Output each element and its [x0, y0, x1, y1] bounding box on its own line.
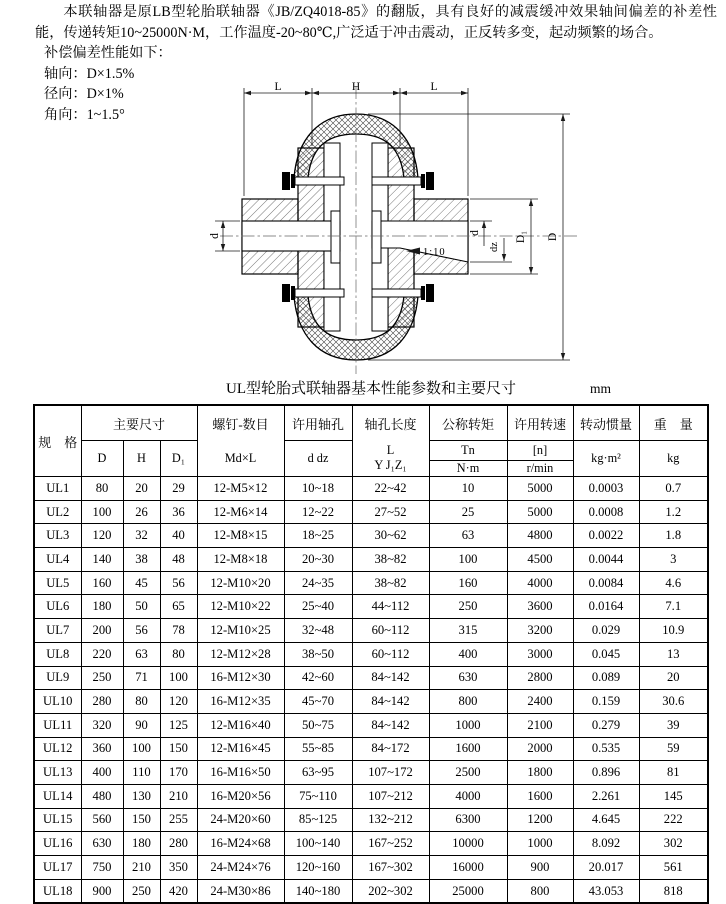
- cell: 250: [429, 595, 507, 619]
- cell: 12-M16×40: [197, 713, 284, 737]
- cell: 2800: [507, 666, 573, 690]
- cell: 36: [160, 500, 197, 524]
- header-col-D1: D₁: [160, 441, 197, 477]
- cell: 56: [123, 619, 160, 643]
- cell: 250: [81, 666, 123, 690]
- cell: 0.159: [573, 690, 639, 714]
- cell: 44~112: [352, 595, 429, 619]
- cell: UL17: [34, 856, 81, 880]
- cell: 12-M8×15: [197, 524, 284, 548]
- cell: 2500: [429, 761, 507, 785]
- table-row: [34, 713, 708, 737]
- cell: 900: [507, 856, 573, 880]
- header-inertia: 转动惯量: [573, 405, 639, 441]
- cell: 0.0003: [573, 477, 639, 501]
- cell: 26: [123, 500, 160, 524]
- cell: UL14: [34, 784, 81, 808]
- cell: 43.053: [573, 879, 639, 903]
- cell: 20: [123, 477, 160, 501]
- cell: 280: [81, 690, 123, 714]
- cell: 16000: [429, 856, 507, 880]
- cell: 45: [123, 571, 160, 595]
- table-row: [34, 808, 708, 832]
- cell: 107~172: [352, 761, 429, 785]
- cell: 80: [123, 690, 160, 714]
- header-torque-symbol: Tn: [429, 441, 507, 461]
- table-row: [34, 832, 708, 856]
- cell: UL5: [34, 571, 81, 595]
- cell: 800: [429, 690, 507, 714]
- cell: UL16: [34, 832, 81, 856]
- cell: 130: [123, 784, 160, 808]
- cell: 25000: [429, 879, 507, 903]
- table-row: [34, 784, 708, 808]
- cell: 1000: [507, 832, 573, 856]
- table-title: UL型轮胎式联轴器基本性能参数和主要尺寸: [226, 381, 516, 397]
- spec-table-section: [33, 378, 709, 904]
- cell: 29: [160, 477, 197, 501]
- table-row: [34, 500, 708, 524]
- dim-H: H: [351, 81, 361, 93]
- cell: 5000: [507, 500, 573, 524]
- cell: UL12: [34, 737, 81, 761]
- cell: 0.279: [573, 713, 639, 737]
- bore-length-codes: Y J₁Z₁: [374, 458, 407, 473]
- cell: 1800: [507, 761, 573, 785]
- header-speed-unit: r/min: [507, 461, 573, 477]
- header-weight-unit: kg: [639, 441, 708, 477]
- cell: 60~112: [352, 619, 429, 643]
- cell: 16-M20×56: [197, 784, 284, 808]
- cell: 180: [123, 832, 160, 856]
- cell: 7.1: [639, 595, 708, 619]
- dim-d-left: d: [209, 233, 221, 239]
- cell: 170: [160, 761, 197, 785]
- cell: UL2: [34, 500, 81, 524]
- cell: 750: [81, 856, 123, 880]
- cell: 180: [81, 595, 123, 619]
- dim-L-left: L: [274, 81, 282, 93]
- table-unit: mm: [590, 381, 612, 396]
- axial-line: 轴向：D×1.5%: [44, 65, 135, 82]
- cell: 360: [81, 737, 123, 761]
- cell: 5000: [507, 477, 573, 501]
- cell: UL7: [34, 619, 81, 643]
- cell: 10: [429, 477, 507, 501]
- header-screws: 螺钉-数目: [197, 405, 284, 441]
- cell: 160: [429, 571, 507, 595]
- cell: 150: [160, 737, 197, 761]
- cell: 3600: [507, 595, 573, 619]
- cell: 10000: [429, 832, 507, 856]
- cell: 630: [429, 666, 507, 690]
- cell: 55~85: [284, 737, 352, 761]
- cell: 12-M10×20: [197, 571, 284, 595]
- cell: 280: [160, 832, 197, 856]
- cell: 4.6: [639, 571, 708, 595]
- cell: 60~112: [352, 642, 429, 666]
- cell: 0.0008: [573, 500, 639, 524]
- header-inertia-unit: kg·m²: [573, 441, 639, 477]
- header-col-H: H: [123, 441, 160, 477]
- coupling-drawing: [165, 80, 610, 380]
- cell: 1600: [507, 784, 573, 808]
- cell: 210: [123, 856, 160, 880]
- cell: 16-M12×35: [197, 690, 284, 714]
- bore-length-symbol: L: [386, 443, 395, 458]
- cell: 12-M12×28: [197, 642, 284, 666]
- cell: 45~70: [284, 690, 352, 714]
- cell: 65: [160, 595, 197, 619]
- cell: 120~160: [284, 856, 352, 880]
- cell: 3000: [507, 642, 573, 666]
- cell: 3: [639, 548, 708, 572]
- radial-line: 径向：D×1%: [44, 86, 124, 102]
- cell: 12-M16×45: [197, 737, 284, 761]
- cell: 30~62: [352, 524, 429, 548]
- cell: 3200: [507, 619, 573, 643]
- cell: 250: [123, 879, 160, 903]
- cell: 167~252: [352, 832, 429, 856]
- cell: 12-M10×22: [197, 595, 284, 619]
- header-main-dims: 主要尺寸: [81, 405, 197, 441]
- cell: 100: [81, 500, 123, 524]
- cell: 255: [160, 808, 197, 832]
- cell: 1.8: [639, 524, 708, 548]
- cell: 0.089: [573, 666, 639, 690]
- table-body: [34, 477, 708, 904]
- cell: 48: [160, 548, 197, 572]
- cell: UL4: [34, 548, 81, 572]
- cell: 20: [639, 666, 708, 690]
- cell: 16-M16×50: [197, 761, 284, 785]
- cell: 400: [429, 642, 507, 666]
- cell: 167~302: [352, 856, 429, 880]
- header-bore-length-sub: [352, 441, 429, 477]
- cell: 561: [639, 856, 708, 880]
- table-row: [34, 666, 708, 690]
- cell: 75~110: [284, 784, 352, 808]
- cell: 818: [639, 879, 708, 903]
- cell: 24~35: [284, 571, 352, 595]
- cell: 12~22: [284, 500, 352, 524]
- cell: 107~212: [352, 784, 429, 808]
- cell: 84~142: [352, 666, 429, 690]
- cell: 22~42: [352, 477, 429, 501]
- cell: 100: [160, 666, 197, 690]
- cell: 140~180: [284, 879, 352, 903]
- cell: 1600: [429, 737, 507, 761]
- cell: UL9: [34, 666, 81, 690]
- cell: 6300: [429, 808, 507, 832]
- cell: 302: [639, 832, 708, 856]
- table-header: [34, 405, 708, 477]
- cell: UL13: [34, 761, 81, 785]
- cell: 420: [160, 879, 197, 903]
- cell: 110: [123, 761, 160, 785]
- header-torque: 公称转矩: [429, 405, 507, 441]
- cell: UL6: [34, 595, 81, 619]
- cell: 0.535: [573, 737, 639, 761]
- shaft-bores: [242, 144, 468, 330]
- spec-table: [33, 404, 709, 904]
- cell: 24-M30×86: [197, 879, 284, 903]
- cell: 24-M24×76: [197, 856, 284, 880]
- cell: 12-M8×18: [197, 548, 284, 572]
- cell: 560: [81, 808, 123, 832]
- cell: 2100: [507, 713, 573, 737]
- table-row: [34, 548, 708, 572]
- cell: 220: [81, 642, 123, 666]
- cell: 0.0044: [573, 548, 639, 572]
- cell: 1.2: [639, 500, 708, 524]
- cell: 100: [429, 548, 507, 572]
- dim-D: D: [547, 232, 559, 242]
- dim-dz: dz: [489, 242, 500, 252]
- header-bore: 许用轴孔: [284, 405, 352, 441]
- dim-D1: D₁: [515, 230, 527, 244]
- cell: 78: [160, 619, 197, 643]
- coupling-cross-section: [165, 80, 610, 380]
- header-screws-sub: Md×L: [197, 441, 284, 477]
- cell: 0.896: [573, 761, 639, 785]
- cell: 84~142: [352, 690, 429, 714]
- cell: 38~82: [352, 548, 429, 572]
- header-bore-length: 轴孔长度: [352, 405, 429, 441]
- cell: 30.6: [639, 690, 708, 714]
- cell: 100~140: [284, 832, 352, 856]
- cell: 25~40: [284, 595, 352, 619]
- table-row: [34, 761, 708, 785]
- table-row: [34, 642, 708, 666]
- table-row: [34, 571, 708, 595]
- cell: UL11: [34, 713, 81, 737]
- cell: 12-M5×12: [197, 477, 284, 501]
- cell: 63~95: [284, 761, 352, 785]
- cell: 210: [160, 784, 197, 808]
- cell: 80: [160, 642, 197, 666]
- cell: 42~60: [284, 666, 352, 690]
- cell: 400: [81, 761, 123, 785]
- table-row: [34, 477, 708, 501]
- cell: 2000: [507, 737, 573, 761]
- cell: 125: [160, 713, 197, 737]
- cell: 222: [639, 808, 708, 832]
- cell: 0.7: [639, 477, 708, 501]
- cell: 202~302: [352, 879, 429, 903]
- cell: 38~50: [284, 642, 352, 666]
- cell: 140: [81, 548, 123, 572]
- cell: 38: [123, 548, 160, 572]
- cell: 38~82: [352, 571, 429, 595]
- cell: 20.017: [573, 856, 639, 880]
- header-speed: 许用转速: [507, 405, 573, 441]
- cell: 90: [123, 713, 160, 737]
- cell: 132~212: [352, 808, 429, 832]
- cell: 350: [160, 856, 197, 880]
- cell: 12-M6×14: [197, 500, 284, 524]
- cell: 0.0084: [573, 571, 639, 595]
- cell: 84~142: [352, 713, 429, 737]
- header-spec: 规 格: [34, 405, 81, 477]
- cell: 800: [507, 879, 573, 903]
- cell: 84~172: [352, 737, 429, 761]
- cell: 0.029: [573, 619, 639, 643]
- cell: 16-M12×30: [197, 666, 284, 690]
- cell: 80: [81, 477, 123, 501]
- cell: 81: [639, 761, 708, 785]
- cell: 0.045: [573, 642, 639, 666]
- cell: UL8: [34, 642, 81, 666]
- cell: 71: [123, 666, 160, 690]
- cell: 120: [160, 690, 197, 714]
- cell: 39: [639, 713, 708, 737]
- table-row: [34, 856, 708, 880]
- angular-line: 角向：1~1.5°: [44, 106, 125, 123]
- cell: 18~25: [284, 524, 352, 548]
- cell: 120: [81, 524, 123, 548]
- cell: 315: [429, 619, 507, 643]
- cell: 2.261: [573, 784, 639, 808]
- cell: 2400: [507, 690, 573, 714]
- table-row: [34, 524, 708, 548]
- cell: 4000: [429, 784, 507, 808]
- cell: 145: [639, 784, 708, 808]
- cell: 50: [123, 595, 160, 619]
- cell: 1000: [429, 713, 507, 737]
- header-weight: 重 量: [639, 405, 708, 441]
- header-torque-unit: N·m: [429, 461, 507, 477]
- cell: 4000: [507, 571, 573, 595]
- table-row: [34, 879, 708, 903]
- compensation-title: 补偿偏差性能如下：: [44, 45, 172, 61]
- cell: 150: [123, 808, 160, 832]
- cell: UL18: [34, 879, 81, 903]
- cell: 900: [81, 879, 123, 903]
- cell: 20~30: [284, 548, 352, 572]
- cell: 63: [429, 524, 507, 548]
- cell: 32~48: [284, 619, 352, 643]
- cell: 8.092: [573, 832, 639, 856]
- table-row: [34, 595, 708, 619]
- cell: 630: [81, 832, 123, 856]
- cell: 85~125: [284, 808, 352, 832]
- cell: 1200: [507, 808, 573, 832]
- intro-paragraph: 本联轴器是原LB型轮胎联轴器《JB/ZQ4018-85》的翻版，具有良好的减震缓冲效果轴间偏差的补差性能，传递转矩10~25000N·M，工作温度-20~80℃,广泛适于冲击震动，正反转多变，起动频繁的场合。: [35, 4, 717, 41]
- cell: 40: [160, 524, 197, 548]
- cell: 0.0164: [573, 595, 639, 619]
- cell: 4.645: [573, 808, 639, 832]
- cell: 13: [639, 642, 708, 666]
- cell: 10.9: [639, 619, 708, 643]
- cell: UL10: [34, 690, 81, 714]
- cell: 10~18: [284, 477, 352, 501]
- cell: 25: [429, 500, 507, 524]
- cell: UL15: [34, 808, 81, 832]
- cell: 32: [123, 524, 160, 548]
- cell: 27~52: [352, 500, 429, 524]
- header-bore-sub: d dz: [284, 441, 352, 477]
- dim-L-right: L: [430, 81, 438, 93]
- cell: 12-M10×25: [197, 619, 284, 643]
- cell: 50~75: [284, 713, 352, 737]
- header-col-D: D: [81, 441, 123, 477]
- cell: UL1: [34, 477, 81, 501]
- table-row: [34, 737, 708, 761]
- cell: 200: [81, 619, 123, 643]
- cell: UL3: [34, 524, 81, 548]
- cell: 4800: [507, 524, 573, 548]
- table-row: [34, 619, 708, 643]
- dim-d-right: d: [469, 230, 481, 236]
- header-speed-symbol: [n]: [507, 441, 573, 461]
- cell: 56: [160, 571, 197, 595]
- cell: 24-M20×60: [197, 808, 284, 832]
- cell: 16-M24×68: [197, 832, 284, 856]
- cell: 100: [123, 737, 160, 761]
- cell: 320: [81, 713, 123, 737]
- table-title-row: [33, 378, 709, 404]
- cell: 63: [123, 642, 160, 666]
- table-row: [34, 690, 708, 714]
- cell: 0.0022: [573, 524, 639, 548]
- cell: 160: [81, 571, 123, 595]
- cell: 480: [81, 784, 123, 808]
- taper-label: 1:10: [423, 247, 446, 258]
- cell: 4500: [507, 548, 573, 572]
- cell: 59: [639, 737, 708, 761]
